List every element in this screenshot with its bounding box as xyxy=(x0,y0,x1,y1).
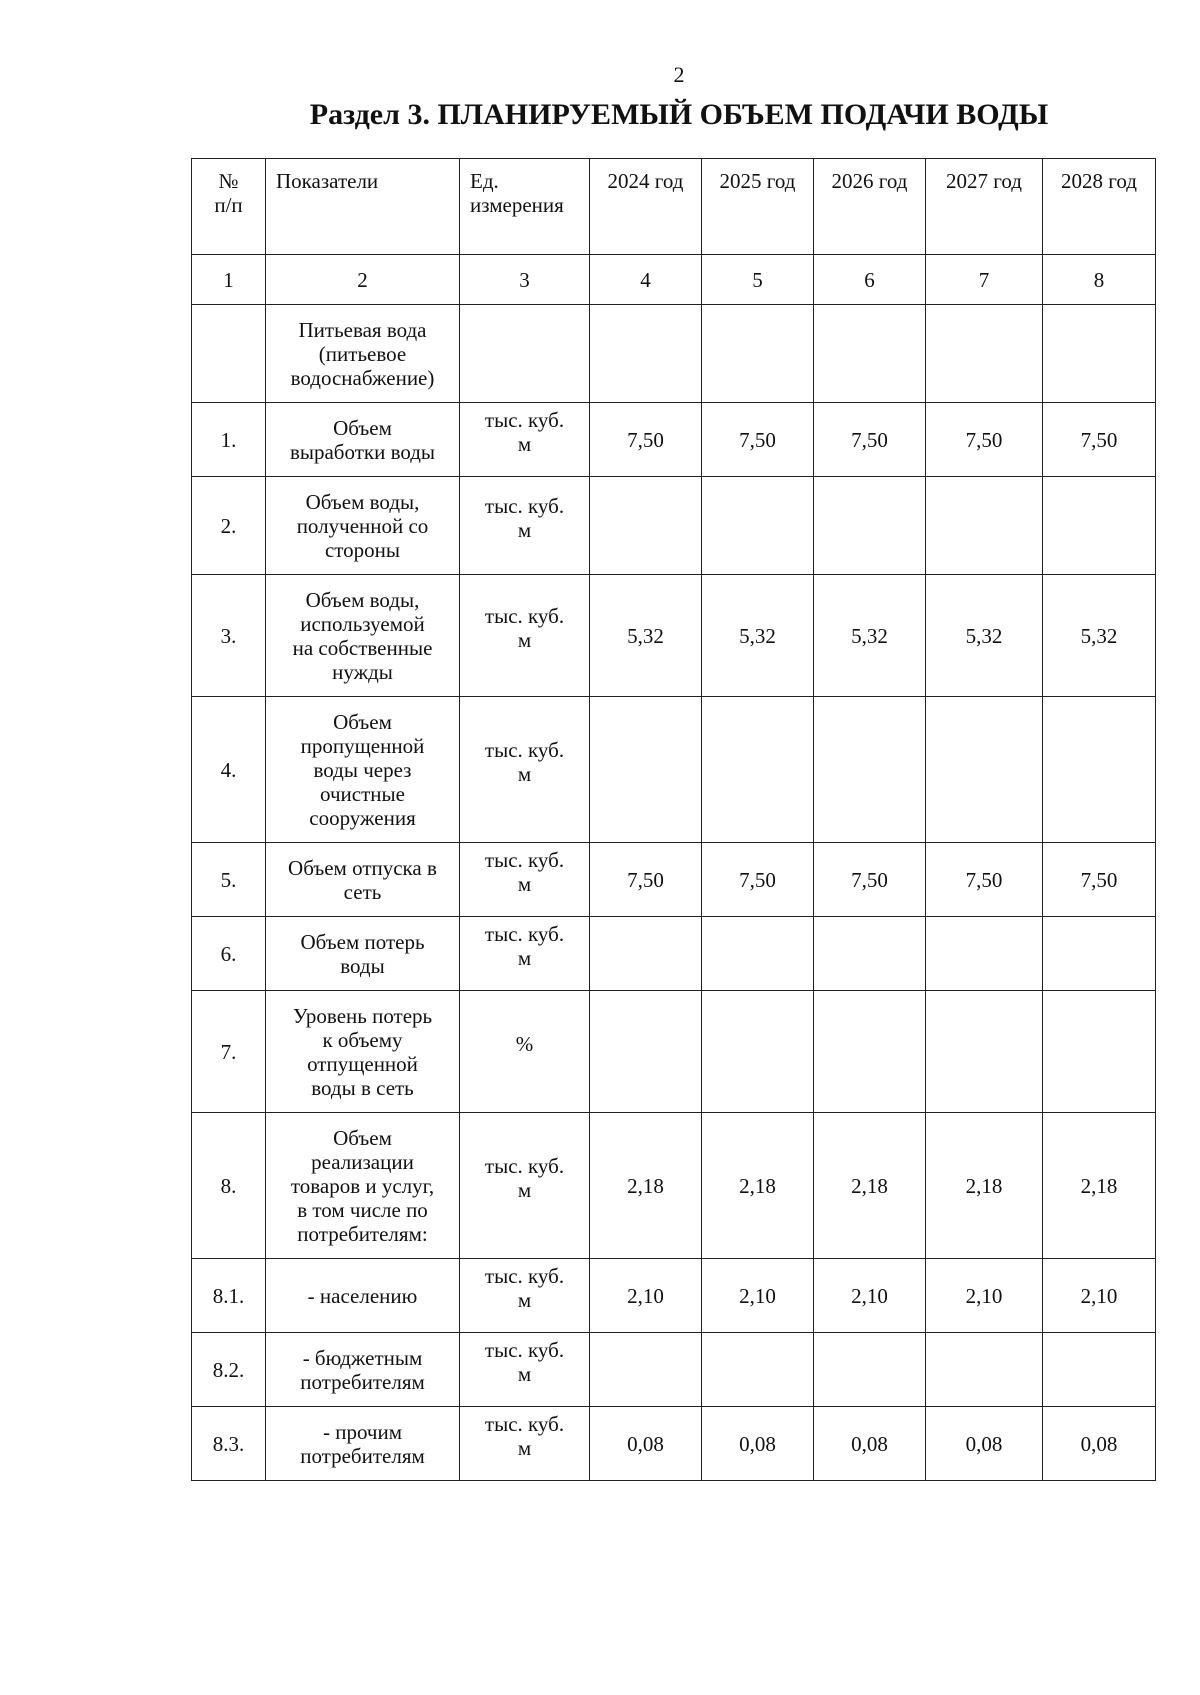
indicator-name: Объем отпуска в сеть xyxy=(266,843,460,917)
table-row xyxy=(192,697,1156,843)
unit-of-measure: тыс. куб. м xyxy=(484,737,565,786)
header-year-2026: 2026 год xyxy=(814,159,926,255)
unit-cell xyxy=(460,477,590,575)
unit-cell xyxy=(460,843,590,917)
section-header-row xyxy=(192,305,1156,403)
table-row xyxy=(192,991,1156,1113)
year-value-2024 xyxy=(590,697,702,843)
unit-cell xyxy=(460,575,590,697)
row-number: 8.3. xyxy=(192,1407,266,1481)
column-number: 4 xyxy=(590,255,702,305)
year-value-2026: 7,50 xyxy=(814,843,926,917)
year-value-2024: 0,08 xyxy=(590,1407,702,1481)
unit-of-measure: тыс. куб. м xyxy=(484,847,565,896)
indicator-name: Объем реализации товаров и услуг, в том числе по потребителям: xyxy=(266,1113,460,1259)
column-number: 8 xyxy=(1043,255,1156,305)
year-value-2028 xyxy=(1043,917,1156,991)
year-value-2025: 7,50 xyxy=(702,843,814,917)
year-value-2026 xyxy=(814,1333,926,1407)
row-number: 2. xyxy=(192,477,266,575)
unit-cell xyxy=(460,697,590,843)
table-row xyxy=(192,1113,1156,1259)
unit-of-measure: тыс. куб. м xyxy=(484,921,565,970)
year-value-2025: 2,10 xyxy=(702,1259,814,1333)
year-value-2028 xyxy=(1043,991,1156,1113)
column-number: 7 xyxy=(926,255,1043,305)
row-number: 1. xyxy=(192,403,266,477)
year-value-2025: 5,32 xyxy=(702,575,814,697)
year-value-2027 xyxy=(926,477,1043,575)
year-value-2028 xyxy=(1043,1333,1156,1407)
table-row xyxy=(192,917,1156,991)
indicator-name: Объем воды, полученной со стороны xyxy=(266,477,460,575)
indicator-name: Объем пропущенной воды через очистные сооружения xyxy=(266,697,460,843)
row-number: 8. xyxy=(192,1113,266,1259)
year-value-2026 xyxy=(814,917,926,991)
row-number: 4. xyxy=(192,697,266,843)
table-row xyxy=(192,843,1156,917)
table-body xyxy=(192,255,1156,1481)
year-value-2024 xyxy=(590,917,702,991)
indicator-name: - бюджетным потребителям xyxy=(266,1333,460,1407)
unit-of-measure: тыс. куб. м xyxy=(484,493,565,542)
year-value-2025 xyxy=(702,1333,814,1407)
year-value-2028 xyxy=(1043,697,1156,843)
empty-cell xyxy=(1043,305,1156,403)
column-number: 6 xyxy=(814,255,926,305)
header-unit-text: Ед. измерения xyxy=(470,169,564,217)
year-value-2026: 5,32 xyxy=(814,575,926,697)
row-number: 7. xyxy=(192,991,266,1113)
unit-of-measure: тыс. куб. м xyxy=(484,1263,565,1312)
column-number-row xyxy=(192,255,1156,305)
year-value-2026: 0,08 xyxy=(814,1407,926,1481)
table-row xyxy=(192,1259,1156,1333)
indicator-name: Объем воды, используемой на собственные нужды xyxy=(266,575,460,697)
section-header-num-cell xyxy=(192,305,266,403)
unit-cell xyxy=(460,991,590,1113)
year-value-2026: 2,18 xyxy=(814,1113,926,1259)
row-number: 3. xyxy=(192,575,266,697)
year-value-2028 xyxy=(1043,477,1156,575)
unit-cell xyxy=(460,917,590,991)
column-number: 1 xyxy=(192,255,266,305)
year-value-2028: 7,50 xyxy=(1043,403,1156,477)
year-value-2024: 7,50 xyxy=(590,843,702,917)
year-value-2024: 7,50 xyxy=(590,403,702,477)
header-year-2027: 2027 год xyxy=(926,159,1043,255)
year-value-2027: 7,50 xyxy=(926,403,1043,477)
year-value-2027 xyxy=(926,991,1043,1113)
empty-cell xyxy=(926,305,1043,403)
indicator-name: Уровень потерь к объему отпущенной воды в сеть xyxy=(266,991,460,1113)
indicator-name: - прочим потребителям xyxy=(266,1407,460,1481)
year-value-2024 xyxy=(590,991,702,1113)
year-value-2027: 2,18 xyxy=(926,1113,1043,1259)
table-row xyxy=(192,575,1156,697)
column-number: 3 xyxy=(460,255,590,305)
row-number: 5. xyxy=(192,843,266,917)
year-value-2026 xyxy=(814,697,926,843)
row-number: 8.1. xyxy=(192,1259,266,1333)
table-row xyxy=(192,1333,1156,1407)
empty-cell xyxy=(814,305,926,403)
header-num-text: № п/п xyxy=(214,169,243,217)
header-num xyxy=(192,159,266,255)
unit-cell xyxy=(460,403,590,477)
indicator-name: Объем выработки воды xyxy=(266,403,460,477)
unit-of-measure: тыс. куб. м xyxy=(484,1153,565,1202)
unit-of-measure: тыс. куб. м xyxy=(484,1411,565,1460)
year-value-2026: 2,10 xyxy=(814,1259,926,1333)
table-header-row xyxy=(192,159,1156,255)
header-indicator: Показатели xyxy=(266,159,460,255)
year-value-2024: 2,18 xyxy=(590,1113,702,1259)
year-value-2027: 0,08 xyxy=(926,1407,1043,1481)
unit-cell xyxy=(460,1333,590,1407)
year-value-2028: 0,08 xyxy=(1043,1407,1156,1481)
table-row xyxy=(192,477,1156,575)
unit-of-measure: тыс. куб. м xyxy=(484,603,565,652)
year-value-2026 xyxy=(814,991,926,1113)
year-value-2027 xyxy=(926,1333,1043,1407)
year-value-2025 xyxy=(702,991,814,1113)
header-year-2024: 2024 год xyxy=(590,159,702,255)
header-year-2028: 2028 год xyxy=(1043,159,1156,255)
year-value-2027: 7,50 xyxy=(926,843,1043,917)
year-value-2027 xyxy=(926,697,1043,843)
header-year-2025: 2025 год xyxy=(702,159,814,255)
empty-cell xyxy=(460,305,590,403)
table-row xyxy=(192,403,1156,477)
year-value-2027 xyxy=(926,917,1043,991)
unit-cell xyxy=(460,1113,590,1259)
year-value-2024 xyxy=(590,1333,702,1407)
section-title: Раздел 3. ПЛАНИРУЕМЫЙ ОБЪЕМ ПОДАЧИ ВОДЫ xyxy=(309,98,1049,131)
year-value-2028: 5,32 xyxy=(1043,575,1156,697)
column-number: 5 xyxy=(702,255,814,305)
year-value-2025: 0,08 xyxy=(702,1407,814,1481)
year-value-2025 xyxy=(702,477,814,575)
year-value-2025: 2,18 xyxy=(702,1113,814,1259)
indicator-name: Объем потерь воды xyxy=(266,917,460,991)
year-value-2025: 7,50 xyxy=(702,403,814,477)
year-value-2025 xyxy=(702,697,814,843)
column-number: 2 xyxy=(266,255,460,305)
unit-of-measure: тыс. куб. м xyxy=(484,1337,565,1386)
year-value-2027: 2,10 xyxy=(926,1259,1043,1333)
empty-cell xyxy=(702,305,814,403)
year-value-2027: 5,32 xyxy=(926,575,1043,697)
year-value-2028: 2,10 xyxy=(1043,1259,1156,1333)
year-value-2024: 2,10 xyxy=(590,1259,702,1333)
unit-cell xyxy=(460,1259,590,1333)
header-unit xyxy=(460,159,590,255)
year-value-2024 xyxy=(590,477,702,575)
year-value-2028: 7,50 xyxy=(1043,843,1156,917)
year-value-2026 xyxy=(814,477,926,575)
indicator-name: - населению xyxy=(266,1259,460,1333)
unit-of-measure: % xyxy=(515,1031,534,1056)
section-header-drinking-water: Питьевая вода (питьевое водоснабжение) xyxy=(266,305,460,403)
table-row xyxy=(192,1407,1156,1481)
row-number: 8.2. xyxy=(192,1333,266,1407)
year-value-2028: 2,18 xyxy=(1043,1113,1156,1259)
page-number: 2 xyxy=(673,62,685,87)
row-number: 6. xyxy=(192,917,266,991)
empty-cell xyxy=(590,305,702,403)
unit-cell xyxy=(460,1407,590,1481)
unit-of-measure: тыс. куб. м xyxy=(484,407,565,456)
year-value-2024: 5,32 xyxy=(590,575,702,697)
water-supply-volume-table xyxy=(191,158,1156,1481)
year-value-2026: 7,50 xyxy=(814,403,926,477)
year-value-2025 xyxy=(702,917,814,991)
